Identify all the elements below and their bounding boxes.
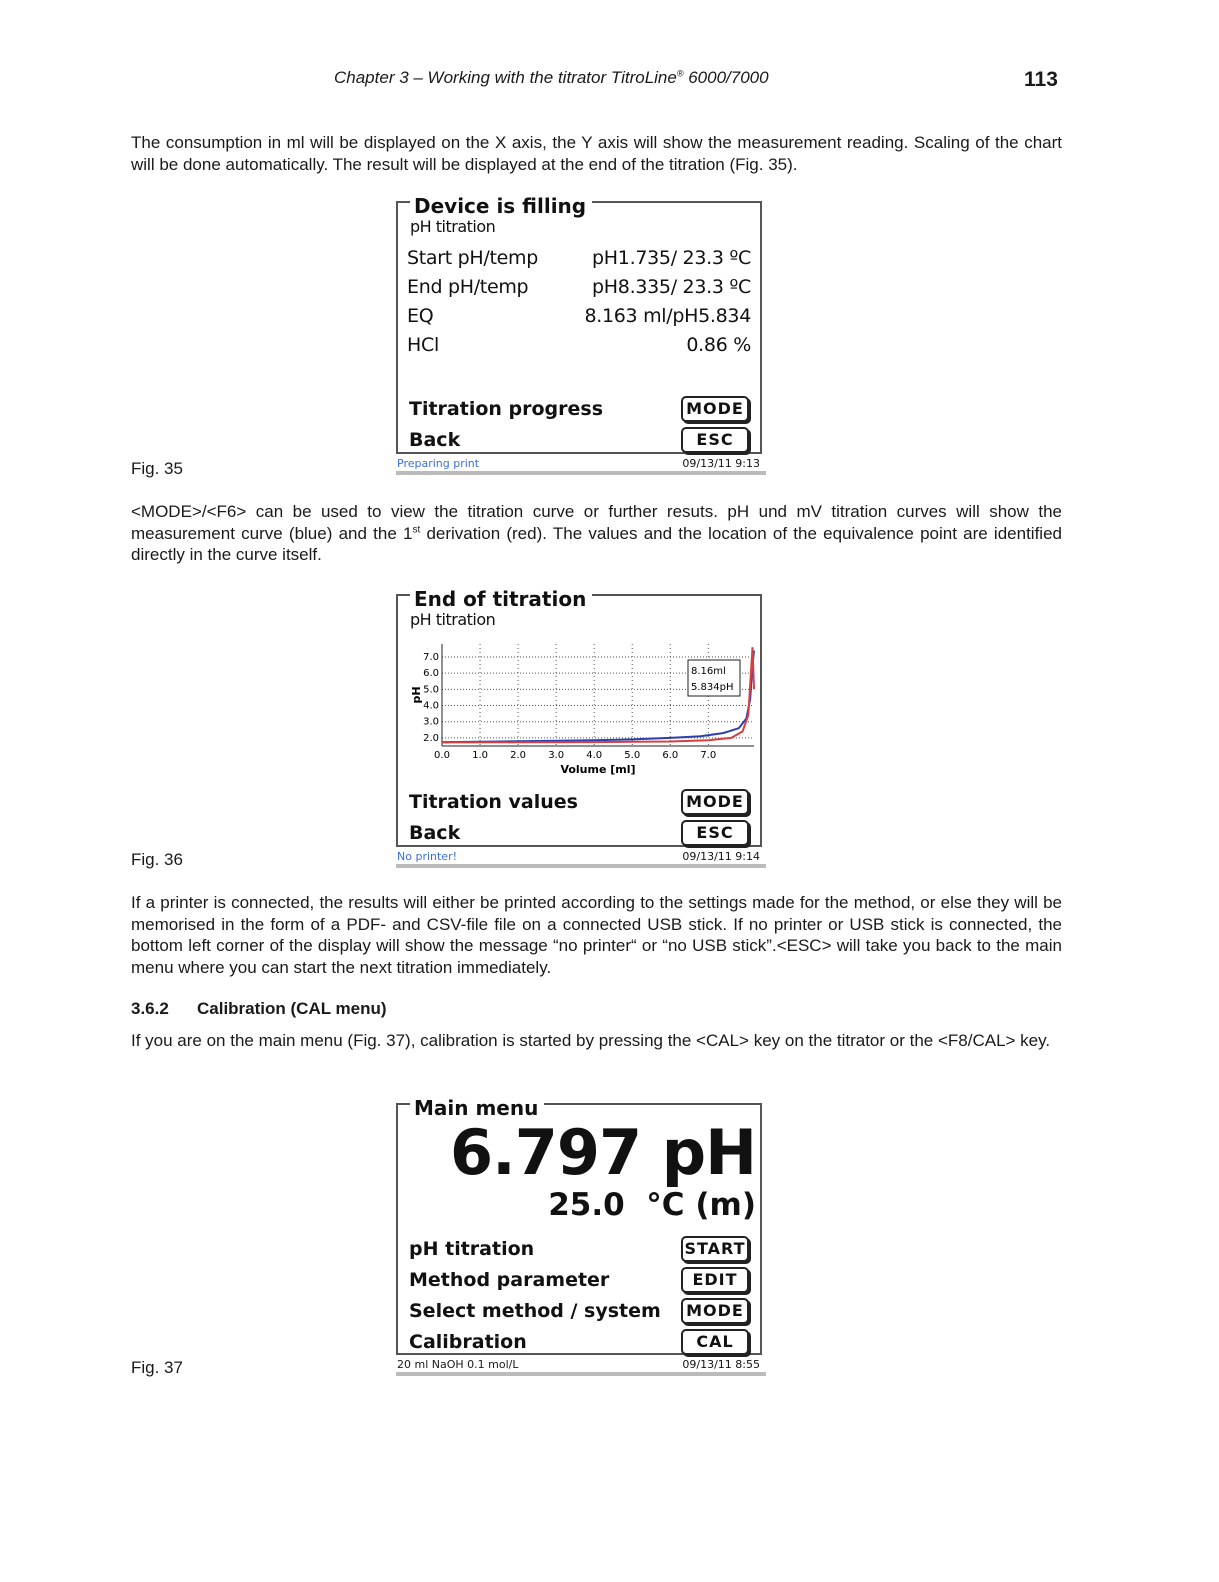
action-label: Calibration [409, 1331, 527, 1353]
result-label: EQ [407, 305, 434, 327]
result-value: pH1.735/ 23.3 ºC [592, 247, 751, 269]
page-number: 113 [1024, 68, 1058, 91]
device-screen-fig36 [396, 587, 762, 847]
ph-reading: 6.797 pH [450, 1116, 756, 1189]
esc-key-button[interactable]: ESC [681, 427, 749, 453]
screen-title: Device is filling [410, 195, 592, 217]
device-screen-fig35 [396, 194, 762, 454]
figure-label: Fig. 35 [131, 459, 183, 478]
status-bar-fig37 [396, 1358, 766, 1376]
screen-subtitle: pH titration [410, 610, 496, 629]
paragraph-curve-view: <MODE>/<F6> can be used to view the titration curve or further resuts. pH und mV titration curves will show the measurement curve (blue) and the 1st derivation (red). The values and the location of the equivalence point are identified directly in the curve itself. [131, 502, 1062, 565]
action-label: pH titration [409, 1238, 535, 1260]
screen-subtitle: pH titration [410, 217, 496, 236]
y-tick-label: 3.0 [423, 716, 439, 728]
ph-titration-action[interactable] [409, 1236, 749, 1262]
y-tick-label: 2.0 [423, 732, 439, 744]
result-label: End pH/temp [407, 276, 529, 298]
temperature-reading: 25.0 °C (m) [548, 1187, 756, 1223]
paragraph-calibration: If you are on the main menu (Fig. 37), calibration is started by pressing the <CAL> key on the titrator or the <F8/CAL> key. [131, 1031, 1051, 1050]
y-axis-label: pH [410, 686, 423, 704]
status-bar-fig35 [396, 457, 766, 475]
action-label: Method parameter [409, 1269, 610, 1291]
figure-label: Fig. 36 [131, 850, 183, 869]
titration-progress-action[interactable] [409, 396, 749, 422]
status-message: No printer! [397, 850, 458, 863]
device-screen-fig37 [396, 1096, 762, 1355]
mode-key-button[interactable]: MODE [681, 1298, 749, 1324]
start-key-button[interactable]: START [681, 1236, 749, 1262]
x-tick-label: 4.0 [586, 750, 603, 761]
action-label: Select method / system [409, 1300, 661, 1322]
back-action[interactable] [409, 820, 749, 846]
x-tick-label: 3.0 [548, 750, 565, 761]
x-tick-label: 1.0 [472, 750, 489, 761]
status-timestamp: 09/13/11 9:14 [682, 850, 760, 863]
x-tick-label: 5.0 [624, 750, 641, 761]
mode-key-button[interactable]: MODE [681, 396, 749, 422]
result-label: Start pH/temp [407, 247, 539, 269]
chapter-title: Chapter 3 – Working with the titrator TitroLine® 6000/7000 [334, 68, 769, 87]
screen-title: Main menu [410, 1097, 544, 1119]
action-label: Titration values [409, 791, 578, 813]
equivalence-ph-label: 5.834pH [691, 682, 734, 693]
section-heading: 3.6.2 Calibration (CAL menu) [131, 999, 387, 1018]
x-tick-label: 7.0 [700, 750, 717, 761]
x-axis-label: Volume [ml] [560, 763, 636, 776]
cal-key-button[interactable]: CAL [681, 1329, 749, 1355]
mode-key-button[interactable]: MODE [681, 789, 749, 815]
x-tick-label: 0.0 [434, 750, 450, 761]
figure-label: Fig. 37 [131, 1358, 183, 1377]
y-tick-label: 5.0 [423, 684, 439, 696]
action-label: Titration progress [409, 398, 604, 420]
method-parameter-action[interactable] [409, 1267, 749, 1293]
status-message: Preparing print [397, 457, 480, 470]
y-tick-label: 6.0 [423, 668, 439, 680]
paragraph-chart-scaling: The consumption in ml will be displayed on the X axis, the Y axis will show the measurement reading. Scaling of the chart will be done automatically. The result will be displayed at the end of the titration (Fig. 35). [131, 133, 1062, 174]
titration-values-action[interactable] [409, 789, 749, 815]
x-tick-label: 6.0 [662, 750, 679, 761]
status-timestamp: 09/13/11 8:55 [682, 1358, 760, 1371]
action-label: Back [409, 429, 461, 451]
esc-key-button[interactable]: ESC [681, 820, 749, 846]
screen-title: End of titration [410, 588, 592, 610]
result-value: 8.163 ml/pH5.834 [584, 305, 751, 327]
titration-curve-chart [398, 632, 760, 782]
y-tick-label: 7.0 [423, 651, 439, 663]
status-message: 20 ml NaOH 0.1 mol/L [397, 1358, 519, 1371]
calibration-action[interactable] [409, 1329, 749, 1355]
paragraph-printing: If a printer is connected, the results will either be printed according to the settings made for the method, or else they will be memorised in the form of a PDF- and CSV-file file on a connected USB stick. If no printer or USB stick is connected, the bottom left corner of the display will show the message “no printer“ or “no USB stick”.<ESC> will take you back to the main menu where you can start the next titration immediately. [131, 893, 1062, 978]
back-action[interactable] [409, 427, 749, 453]
y-tick-label: 4.0 [423, 700, 439, 712]
status-timestamp: 09/13/11 9:13 [682, 457, 760, 470]
equivalence-volume-label: 8.16ml [691, 666, 726, 677]
result-label: HCl [407, 334, 439, 356]
x-tick-label: 2.0 [510, 750, 527, 761]
action-label: Back [409, 822, 461, 844]
status-bar-fig36 [396, 850, 766, 868]
select-method-action[interactable] [409, 1298, 749, 1324]
result-value: 0.86 % [686, 334, 751, 356]
edit-key-button[interactable]: EDIT [681, 1267, 749, 1293]
result-value: pH8.335/ 23.3 ºC [592, 276, 751, 298]
